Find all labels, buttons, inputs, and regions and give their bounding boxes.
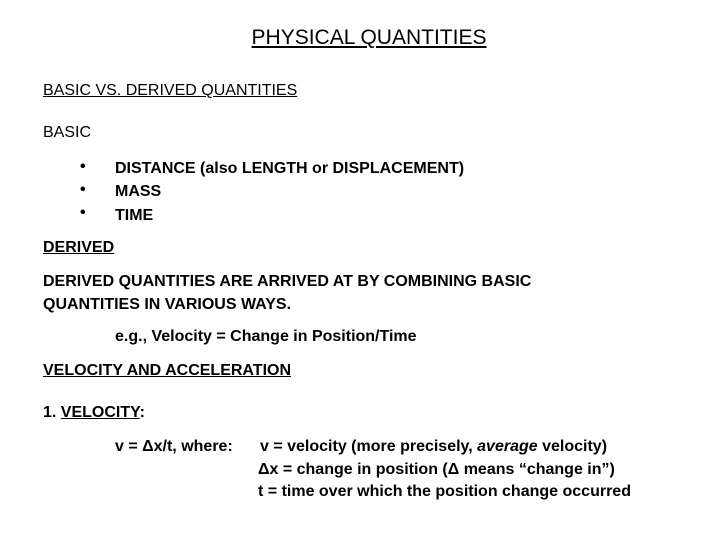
definition-velocity — [260, 438, 607, 456]
bullet-icon: • — [80, 204, 86, 221]
velocity-formula: v = Δx/t, where: — [115, 438, 233, 455]
definition-velocity-suffix: velocity) — [537, 438, 608, 455]
definition-delta-x: Δx = change in position (Δ means “change in”) — [258, 461, 615, 478]
derived-example: e.g., Velocity = Change in Position/Time — [115, 328, 417, 345]
bullet-icon: • — [80, 181, 86, 198]
definition-velocity-prefix: v = velocity (more precisely, — [260, 438, 478, 455]
derived-description-line-1: DERIVED QUANTITIES ARE ARRIVED AT BY COMBINING BASIC — [43, 273, 532, 290]
page-title: PHYSICAL QUANTITIES — [251, 26, 487, 49]
basic-item-distance: DISTANCE (also LENGTH or DISPLACEMENT) — [115, 160, 465, 177]
section-heading-velocity-acceleration: VELOCITY AND ACCELERATION — [43, 362, 292, 379]
basic-item-time: TIME — [115, 207, 154, 224]
velocity-item-colon: : — [139, 404, 145, 421]
definition-velocity-italic: average — [477, 438, 538, 455]
derived-description-line-2: QUANTITIES IN VARIOUS WAYS. — [43, 296, 292, 313]
velocity-item-heading — [43, 404, 145, 422]
velocity-item-number: 1. — [43, 404, 61, 421]
definition-time: t = time over which the position change occurred — [258, 483, 631, 500]
section-heading-basic-vs-derived: BASIC VS. DERIVED QUANTITIES — [43, 82, 298, 99]
basic-label: BASIC — [43, 124, 92, 141]
bullet-icon: • — [80, 158, 86, 175]
velocity-item-label: VELOCITY — [60, 404, 140, 421]
derived-label: DERIVED — [43, 239, 115, 256]
basic-item-mass: MASS — [115, 183, 162, 200]
